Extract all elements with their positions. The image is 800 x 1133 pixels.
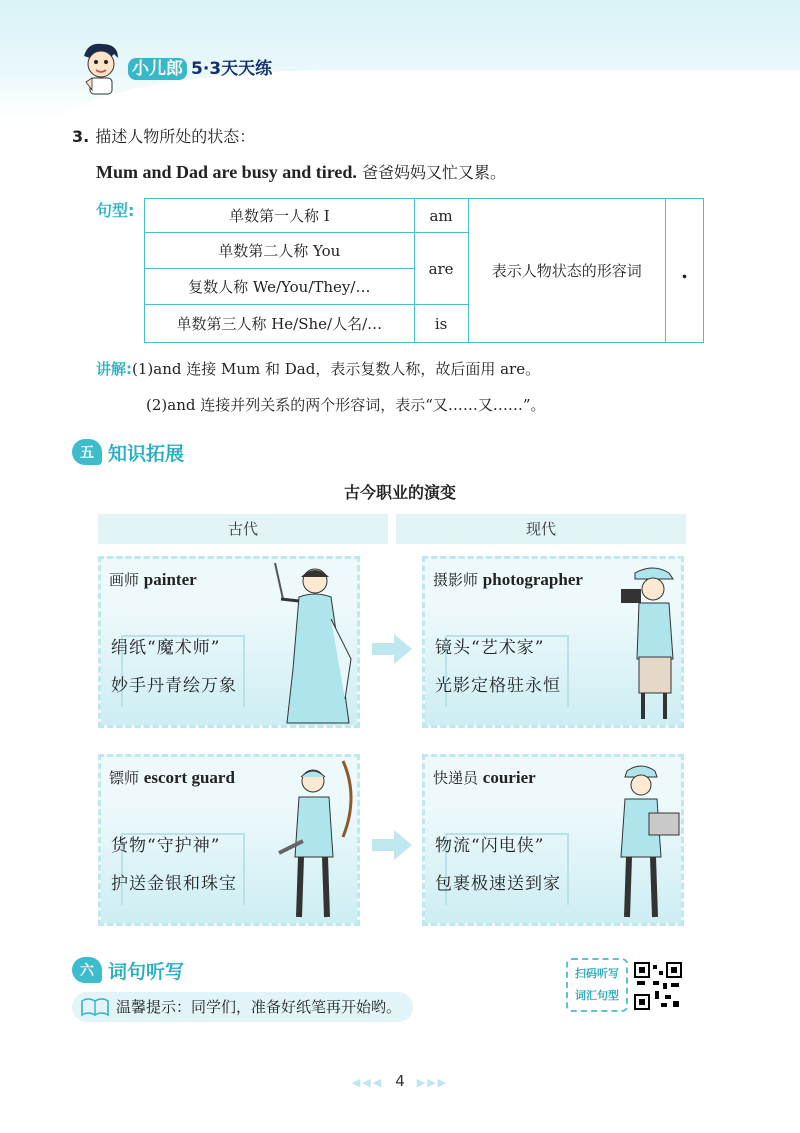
footer bbox=[0, 1072, 800, 1090]
card-photographer bbox=[422, 556, 684, 728]
card-title bbox=[109, 767, 235, 788]
section-3-number: 3. bbox=[72, 127, 90, 146]
card-line-2: 包裹极速送到家 bbox=[435, 874, 561, 894]
section-6-badge: 六 bbox=[72, 957, 102, 983]
courier-figure-icon bbox=[609, 757, 683, 925]
section-3-text: 描述人物所处的状态： bbox=[95, 127, 256, 146]
pattern-subject-1: 单数第一人称 I bbox=[145, 199, 415, 233]
column-modern: 现代 bbox=[396, 514, 686, 544]
explanation-line-2: (2)and 连接并列关系的两个形容词，表示“又……又……”。 bbox=[146, 396, 546, 414]
escort-guard-figure-icon bbox=[273, 757, 359, 925]
pattern-verb-are: are bbox=[414, 233, 468, 305]
card-title-cn: 镖师 bbox=[109, 769, 140, 787]
pattern-label: 句型: bbox=[96, 201, 135, 220]
scan-line-1: 扫码听写 bbox=[575, 967, 619, 980]
card-title bbox=[433, 767, 536, 788]
footer-right-arrows-icon: ▶▶▶ bbox=[416, 1076, 449, 1089]
brand-kid: 小儿郎 bbox=[128, 58, 187, 80]
painter-figure-icon bbox=[269, 559, 359, 727]
card-line-2: 光影定格驻永恒 bbox=[435, 676, 561, 696]
arrow-right-icon bbox=[372, 830, 412, 860]
section-3-title bbox=[72, 124, 255, 147]
explanation-label: 讲解: bbox=[96, 360, 132, 378]
page-number: 4 bbox=[395, 1072, 405, 1090]
card-title bbox=[109, 569, 197, 590]
pattern-subject-3: 复数人称 We/You/They/… bbox=[145, 269, 415, 305]
mascot-icon bbox=[78, 40, 124, 96]
tip-banner bbox=[72, 992, 413, 1022]
pattern-subject-4: 单数第三人称 He/She/人名/… bbox=[145, 305, 415, 343]
card-title-cn: 摄影师 bbox=[433, 571, 479, 589]
card-line-2: 护送金银和珠宝 bbox=[111, 874, 237, 894]
card-line-1: 货物“守护神” bbox=[111, 836, 221, 856]
book-icon bbox=[80, 997, 110, 1017]
example-sentence bbox=[96, 160, 506, 183]
card-title-cn: 画师 bbox=[109, 571, 140, 589]
arrow-right-icon bbox=[372, 634, 412, 664]
brand-series: 5·3天天练 bbox=[191, 59, 273, 79]
card-line-2: 妙手丹青绘万象 bbox=[111, 676, 237, 696]
scan-label bbox=[566, 958, 628, 1012]
brand-title bbox=[128, 54, 272, 79]
pattern-subject-2: 单数第二人称 You bbox=[145, 233, 415, 269]
card-escort-guard bbox=[98, 754, 360, 926]
photographer-figure-icon bbox=[613, 559, 683, 727]
card-title-en: courier bbox=[482, 768, 536, 787]
section-5-title: 知识拓展 bbox=[108, 442, 185, 465]
card-title-en: painter bbox=[143, 570, 197, 589]
pattern-adjective: 表示人物状态的形容词 bbox=[468, 199, 666, 343]
footer-left-arrows-icon: ◀◀◀ bbox=[351, 1076, 384, 1089]
card-title-cn: 快递员 bbox=[433, 769, 479, 787]
sentence-pattern-table bbox=[144, 198, 704, 343]
card-title-en: escort guard bbox=[143, 768, 235, 787]
qr-code-icon[interactable] bbox=[634, 962, 682, 1010]
card-title-en: photographer bbox=[482, 570, 583, 589]
card-courier bbox=[422, 754, 684, 926]
scan-line-2: 词汇句型 bbox=[575, 989, 619, 1002]
evolution-title: 古今职业的演变 bbox=[343, 483, 456, 502]
example-en: Mum and Dad are busy and tired. bbox=[96, 162, 357, 182]
card-painter bbox=[98, 556, 360, 728]
column-ancient: 古代 bbox=[98, 514, 388, 544]
card-title bbox=[433, 569, 583, 590]
example-cn: 爸爸妈妈又忙又累。 bbox=[361, 163, 506, 182]
explanation-text-1: (1)and 连接 Mum 和 Dad，表示复数人称，故后面用 are。 bbox=[132, 360, 541, 378]
pattern-verb-am: am bbox=[414, 199, 468, 233]
card-line-1: 镜头“艺术家” bbox=[435, 638, 545, 658]
section-5-header bbox=[72, 438, 184, 466]
tip-text: 温馨提示：同学们，准备好纸笔再开始哟。 bbox=[116, 998, 402, 1016]
card-line-1: 绢纸“魔术师” bbox=[111, 638, 221, 658]
pattern-verb-is: is bbox=[414, 305, 468, 343]
section-5-badge: 五 bbox=[72, 439, 102, 465]
pattern-end-mark: . bbox=[666, 199, 704, 343]
explanation-line-1 bbox=[96, 358, 540, 379]
section-6-header bbox=[72, 956, 184, 984]
section-6-title: 词句听写 bbox=[108, 960, 185, 983]
card-line-1: 物流“闪电侠” bbox=[435, 836, 545, 856]
